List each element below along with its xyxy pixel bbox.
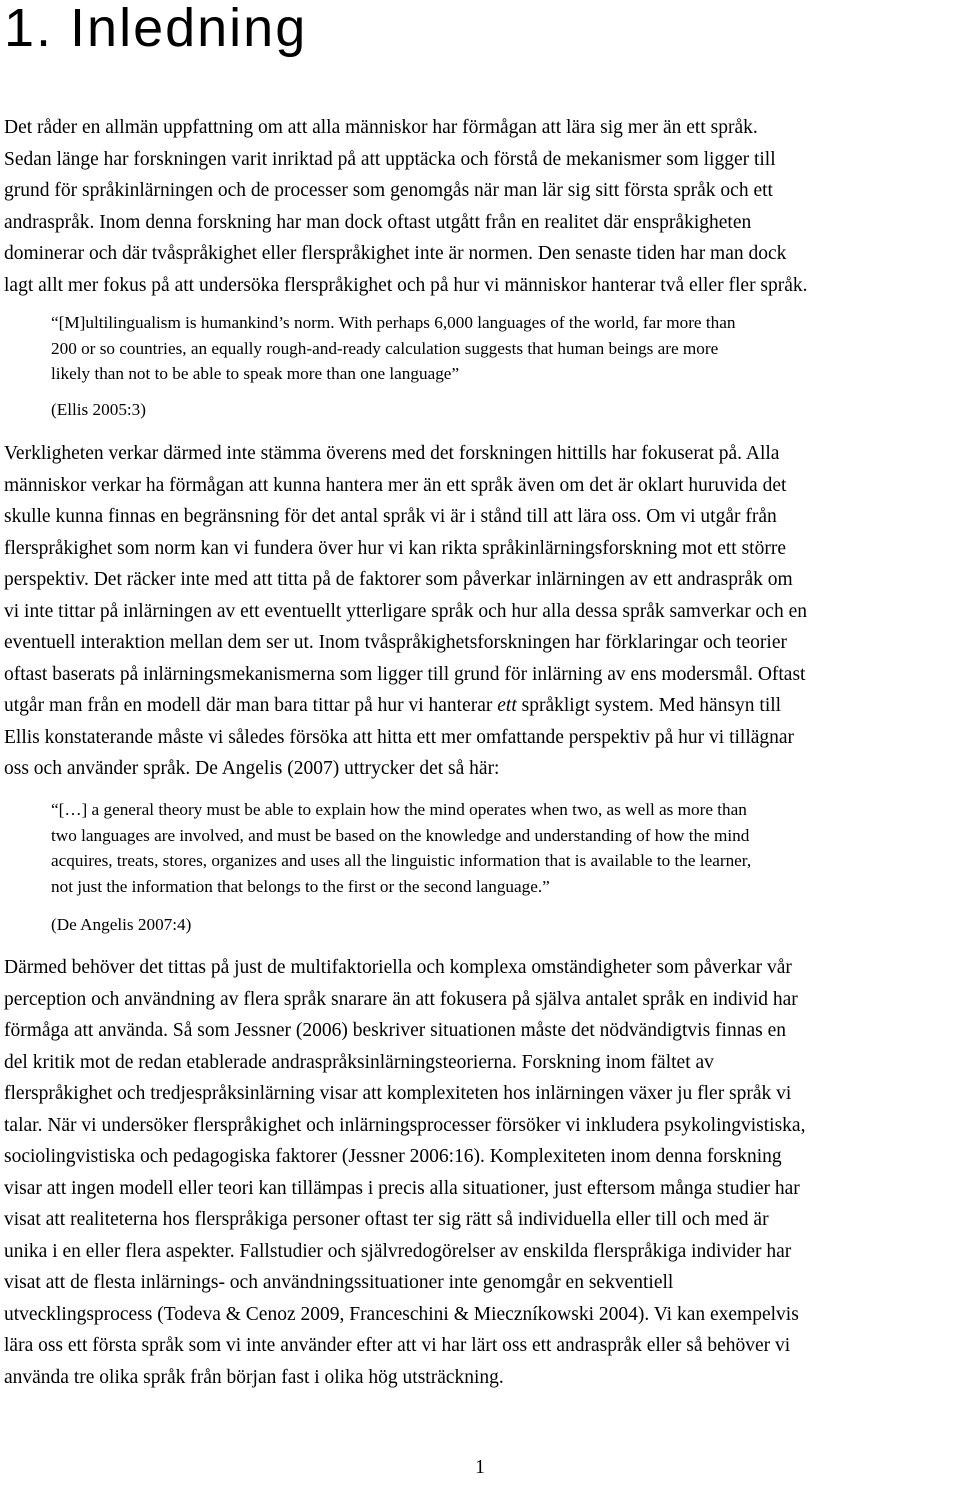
text-line: Därmed behöver det tittas på just de multifaktoriella och komplexa omständigheter som påverkar vår [4, 957, 792, 978]
text-line: del kritik mot de redan etablerade andraspråksinlärningsteorierna. Forskning inom fältet av [4, 1051, 714, 1073]
text-line: perception och användning av flera språk snarare än att fokusera på själva antalet språk en individ har [4, 988, 798, 1010]
text-line: unika i en eller flera aspekter. Fallstudier och självredogörelser av enskilda flerspråkiga individer har [4, 1240, 792, 1262]
section-heading: 1. Inledning [4, 0, 308, 58]
paragraph-main [4, 438, 959, 785]
text-line: utvecklingsprocess (Todeva & Cenoz 2009, Franceschini & Mieczníkowski 2004). Vi kan exempelvis [4, 1303, 799, 1325]
paragraph-conclusion [4, 952, 959, 1393]
text-line: visat att de flesta inlärnings- och användningssituationer inte genomgår en sekventiell [4, 1272, 674, 1293]
text-line: förmåga att använda. Så som Jessner (2006) beskriver situationen måste det nödvändigtvis finnas en [4, 1020, 786, 1041]
text-line: grund för språkinlärningen och de processer som genomgås när man lär sig sitt första språk och ett [4, 180, 773, 201]
paragraph-intro [4, 112, 959, 301]
text-segment: utgår man från en modell där man bara tittar på hur vi hanterar [4, 695, 498, 716]
text-line: skulle kunna finnas en begränsning för det antal språk vi är i stånd till att lära oss. Om vi utgår från [4, 506, 777, 527]
quote-line: two languages are involved, and must be based on the knowledge and understanding of how the mind [51, 825, 750, 845]
block-quote-de-angelis [51, 797, 911, 899]
page-number: 1 [475, 1457, 485, 1478]
quote-line: likely than not to be able to speak more than one language” [51, 364, 460, 383]
text-line: oftast baserats på inlärningsmekanismerna som ligger till grund för inlärning av ens modersmål. Oftast [4, 663, 806, 685]
text-line: sociolingvistiska och pedagogiska faktorer (Jessner 2006:16). Komplexiteten inom denna forskning [4, 1146, 782, 1167]
quote-line: not just the information that belongs to the first or the second language.” [51, 876, 550, 896]
citation-ellis: (Ellis 2005:3) [51, 400, 147, 419]
text-line: människor verkar ha förmågan att kunna hantera mer än ett språk även om det är oklart huruvida det [4, 474, 787, 496]
text-line: Verkligheten verkar därmed inte stämma överens med det forskningen hittills har fokuserat på. Alla [4, 443, 780, 464]
text-line: visar att ingen modell eller teori kan tillämpas i precis alla situationer, just eftersom många studier har [4, 1177, 800, 1199]
text-line: dominerar och där tvåspråkighet eller flerspråkighet inte är normen. Den senaste tiden har man dock [4, 243, 787, 264]
text-line: vi inte tittar på inlärningen av ett eventuellt ytterligare språk och hur alla dessa språk samverkar och en [4, 600, 807, 622]
text-line: flerspråkighet och tredjespråksinlärning visar att komplexiteten hos inlärningen växer ju fler språk vi [4, 1083, 792, 1104]
text-line: lagt allt mer fokus på att undersöka flerspråkighet och på hur vi människor hanterar två eller fler språk. [4, 274, 808, 296]
quote-line: “[M]ultilingualism is humankind’s norm. With perhaps 6,000 languages of the world, far more than [51, 313, 736, 332]
text-line: använda tre olika språk från början fast i olika hög utsträckning. [4, 1366, 504, 1388]
quote-line: 200 or so countries, an equally rough-and-ready calculation suggests that human beings are more [51, 338, 719, 358]
block-quote-ellis [51, 310, 911, 387]
text-line: eventuell interaktion mellan dem ser ut. Inom tvåspråkighetsforskningen har förklaringar och teorier [4, 632, 787, 653]
text-line: visat att realiteterna hos flerspråkiga personer oftast ter sig rätt så individuella eller till och med är [4, 1209, 769, 1230]
text-line: talar. När vi undersöker flerspråkighet och inlärningsprocesser försöker vi inkludera psykolingvistiska, [4, 1114, 806, 1136]
text-line: Ellis konstaterande måste vi således försöka att hitta ett mer omfattande perspektiv på hur vi tillägnar [4, 726, 795, 748]
text-line: andraspråk. Inom denna forskning har man dock oftast utgått från en realitet där enspråkigheten [4, 211, 752, 233]
text-line [4, 690, 959, 722]
text-line: Sedan länge har forskningen varit inriktad på att upptäcka och förstå de mekanismer som ligger till [4, 148, 776, 170]
text-line: lära oss ett första språk som vi inte använder efter att vi har lärt oss ett andraspråk eller så behöver vi [4, 1335, 791, 1356]
emphasis-text: ett [497, 695, 517, 716]
text-segment: språkligt system. Med hänsyn till [516, 695, 782, 716]
text-line: oss och använder språk. De Angelis (2007) uttrycker det så här: [4, 758, 500, 779]
text-line: flerspråkighet som norm kan vi fundera över hur vi kan rikta språkinlärningsforskning mot ett större [4, 537, 786, 559]
quote-line: “[…] a general theory must be able to explain how the mind operates when two, as well as more than [51, 800, 747, 819]
citation-de-angelis: (De Angelis 2007:4) [51, 915, 192, 934]
text-line: perspektiv. Det räcker inte med att titta på de faktorer som påverkar inlärningen av ett andraspråk om [4, 569, 793, 590]
quote-line: acquires, treats, stores, organizes and uses all the linguistic information that is available to the learner, [51, 851, 752, 870]
text-line: Det råder en allmän uppfattning om att alla människor har förmågan att lära sig mer än ett språk. [4, 117, 758, 138]
